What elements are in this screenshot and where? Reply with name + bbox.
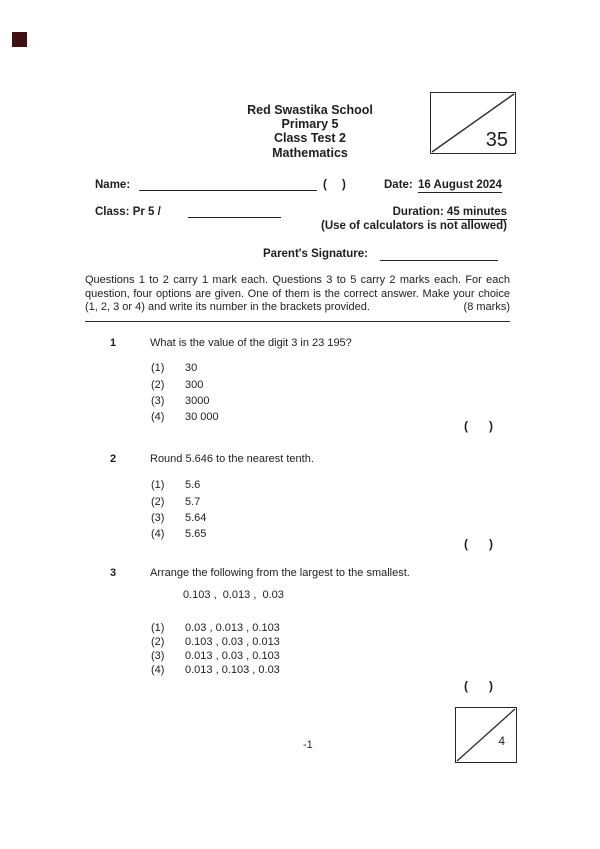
question-3-text: Arrange the following from the largest to the smallest. [150, 567, 410, 579]
duration-row [260, 206, 507, 218]
q2-option-3-value: 5.64 [185, 512, 207, 524]
section-score-box [455, 707, 517, 763]
paper-header [210, 103, 410, 160]
instructions-line-3 [85, 301, 510, 315]
date-label: Date: [384, 179, 413, 191]
q2-option-1-value: 5.6 [185, 479, 201, 491]
name-write-line [139, 178, 317, 191]
q3-answer-bracket-open: ( [464, 679, 468, 693]
q2-option-3-label: (3) [151, 512, 165, 524]
q2-option-1-label: (1) [151, 479, 165, 491]
question-1-text: What is the value of the digit 3 in 23 195? [150, 337, 352, 349]
q3-option-1-value: 0.03 , 0.013 , 0.103 [185, 622, 280, 634]
q1-option-2-value: 300 [185, 379, 204, 391]
q1-option-3-label: (3) [151, 395, 165, 407]
q2-answer-bracket-open: ( [464, 537, 468, 551]
q1-option-4-value: 30 000 [185, 411, 219, 423]
date-value: 16 August 2024 [418, 179, 502, 191]
q3-option-1-label: (1) [151, 622, 165, 634]
total-score-box [430, 92, 516, 154]
diagonal-line-icon [456, 708, 516, 762]
q3-option-3-value: 0.013 , 0.03 , 0.103 [185, 650, 280, 662]
q2-option-2-label: (2) [151, 496, 165, 508]
calculator-note: (Use of calculators is not allowed) [321, 220, 507, 232]
q1-option-4-label: (4) [151, 411, 165, 423]
section-marks-note: (8 marks) [463, 301, 510, 314]
q2-option-4-label: (4) [151, 528, 165, 540]
question-2-text: Round 5.646 to the nearest tenth. [150, 453, 314, 465]
parent-signature-line [380, 248, 498, 261]
q1-option-1-value: 30 [185, 362, 198, 374]
duration-value: 45 minutes [446, 206, 507, 218]
question-2-number: 2 [110, 453, 117, 465]
instructions-line-3-text: (1, 2, 3 or 4) and write its number in the brackets provided. [85, 301, 370, 314]
q3-option-4-value: 0.013 , 0.103 , 0.03 [185, 664, 280, 676]
parent-signature-label: Parent's Signature: [263, 248, 368, 260]
q3-option-3-label: (3) [151, 650, 165, 662]
q1-option-2-label: (2) [151, 379, 165, 391]
instructions-line-1: Questions 1 to 2 carry 1 mark each. Questions 3 to 5 carry 2 marks each. For each [85, 274, 510, 286]
q2-option-4-value: 5.65 [185, 528, 207, 540]
total-marks-value: 35 [485, 129, 508, 151]
question-3-given-numbers: 0.103 , 0.013 , 0.03 [183, 589, 284, 601]
q1-answer-bracket-open: ( [464, 419, 468, 433]
name-label: Name: [95, 179, 131, 191]
q1-option-3-value: 3000 [185, 395, 210, 407]
question-1-number: 1 [110, 337, 117, 349]
q3-option-2-label: (2) [151, 636, 165, 648]
level-name: Primary 5 [281, 117, 339, 132]
q2-answer-bracket-close: ) [489, 537, 493, 551]
scan-artifact-mark [12, 32, 27, 47]
register-bracket-open: ( [323, 179, 327, 191]
class-label: Class: Pr 5 / [95, 206, 161, 218]
test-title: Class Test 2 [273, 131, 347, 146]
register-bracket-close: ) [342, 179, 346, 191]
q1-answer-bracket-close: ) [489, 419, 493, 433]
instructions [85, 274, 510, 315]
instructions-line-2: question, four options are given. One of them is the correct answer. Make your choice [85, 287, 510, 300]
page-number: -1 [303, 739, 313, 751]
section-divider [85, 321, 510, 322]
duration-label: Duration: [392, 206, 444, 218]
question-3-number: 3 [110, 567, 117, 579]
q2-option-2-value: 5.7 [185, 496, 201, 508]
q3-option-2-value: 0.103 , 0.03 , 0.013 [185, 636, 280, 648]
subject-name: Mathematics [272, 145, 348, 160]
q3-answer-bracket-close: ) [489, 679, 493, 693]
q1-option-1-label: (1) [151, 362, 165, 374]
school-name: Red Swastika School [247, 103, 373, 117]
section-marks-value: 4 [498, 734, 505, 748]
q3-option-4-label: (4) [151, 664, 165, 676]
